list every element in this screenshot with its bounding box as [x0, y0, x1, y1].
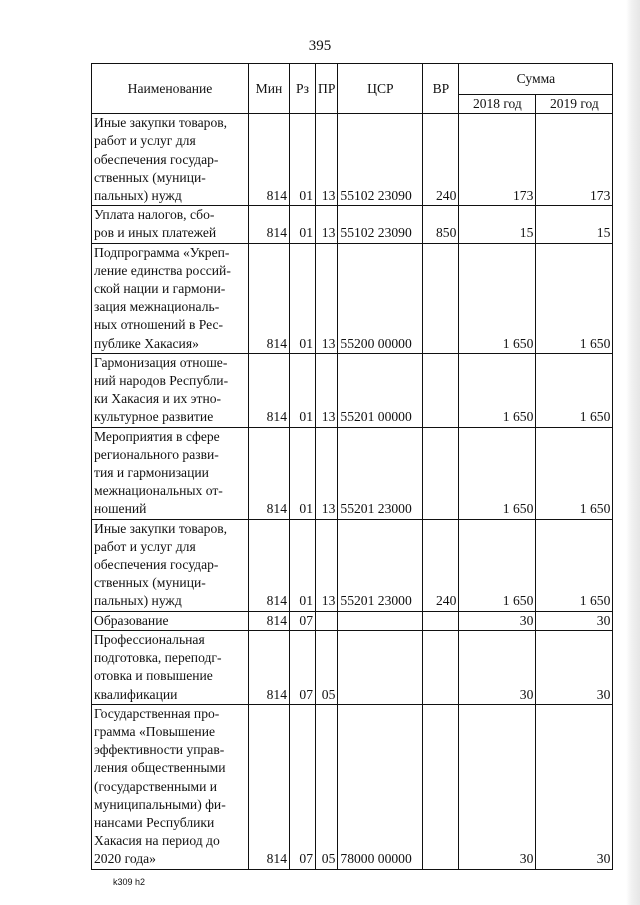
row-rz: 07 — [290, 704, 316, 869]
footer-code: k309 h2 — [113, 877, 146, 887]
row-sum-2018: 1 650 — [459, 353, 536, 427]
row-name — [92, 427, 249, 519]
row-name-line: ление единства россий- — [94, 262, 231, 278]
col-header-vr: ВР — [423, 64, 459, 114]
budget-table — [91, 63, 613, 870]
row-min: 814 — [249, 243, 290, 353]
row-csr: 55201 23000 — [338, 427, 423, 519]
row-sum-2019: 1 650 — [536, 427, 613, 519]
page-number: 395 — [308, 38, 332, 54]
row-name-line: ний народов Республи- — [94, 373, 229, 389]
row-name-line: Уплата налогов, сбо- — [94, 207, 215, 223]
table-row — [92, 611, 613, 630]
table-row — [92, 353, 613, 427]
row-pr: 13 — [316, 427, 338, 519]
row-vr: 850 — [423, 206, 459, 243]
col-header-pr: ПР — [316, 64, 338, 114]
row-pr: 13 — [316, 353, 338, 427]
row-name-line: публике Хакасия» — [94, 335, 199, 351]
table-body — [92, 114, 613, 869]
table-row — [92, 427, 613, 519]
row-vr — [423, 704, 459, 869]
row-sum-2019: 30 — [536, 630, 613, 704]
row-csr: 55102 23090 — [338, 114, 423, 206]
row-vr — [423, 611, 459, 630]
row-sum-2018: 30 — [459, 611, 536, 630]
row-sum-2019: 30 — [536, 704, 613, 869]
row-name-line: Профессиональная — [94, 631, 205, 647]
row-vr — [423, 353, 459, 427]
row-rz: 01 — [290, 206, 316, 243]
row-name-line: ров и иных платежей — [94, 225, 217, 241]
row-name — [92, 243, 249, 353]
row-sum-2019: 173 — [536, 114, 613, 206]
row-pr: 13 — [316, 243, 338, 353]
row-csr: 55102 23090 — [338, 206, 423, 243]
row-name-line: пальных) нужд — [94, 188, 182, 204]
row-vr — [423, 630, 459, 704]
col-header-min: Мин — [249, 64, 290, 114]
row-name-line: Государственная про- — [94, 705, 220, 721]
row-min: 814 — [249, 114, 290, 206]
row-name-line: работ и услуг для — [94, 538, 196, 554]
row-sum-2018: 30 — [459, 704, 536, 869]
row-name-line: зация межнациональ- — [94, 299, 220, 315]
row-name-line: 2020 года» — [94, 851, 156, 867]
table-row — [92, 519, 613, 611]
row-rz: 01 — [290, 519, 316, 611]
row-sum-2018: 1 650 — [459, 427, 536, 519]
row-name-line: Иные закупки товаров, — [94, 115, 228, 131]
row-sum-2019: 30 — [536, 611, 613, 630]
col-header-name: Наименование — [92, 64, 249, 114]
row-rz: 01 — [290, 353, 316, 427]
row-name-line: грамма «Повышение — [94, 723, 215, 739]
row-min: 814 — [249, 630, 290, 704]
row-name-line: регионального разви- — [94, 446, 219, 462]
row-sum-2018: 15 — [459, 206, 536, 243]
row-name-line: Образование — [94, 612, 169, 628]
row-vr: 240 — [423, 114, 459, 206]
scan-edge-shadow — [626, 0, 640, 905]
row-pr — [316, 611, 338, 630]
row-rz: 01 — [290, 243, 316, 353]
row-name-line: ки Хакасия и их этно- — [94, 391, 222, 407]
row-min: 814 — [249, 353, 290, 427]
row-sum-2019: 15 — [536, 206, 613, 243]
row-name-line: квалификации — [94, 686, 178, 702]
row-name-line: нансами Республики — [94, 814, 215, 830]
row-name-line: Подпрограмма «Укреп- — [94, 244, 230, 260]
row-name-line: ношений — [94, 501, 147, 517]
row-sum-2018: 30 — [459, 630, 536, 704]
row-pr: 05 — [316, 704, 338, 869]
row-rz: 01 — [290, 114, 316, 206]
row-name-line: отовка и повышение — [94, 668, 213, 684]
row-name-line: ственных (муници- — [94, 575, 206, 591]
row-name — [92, 519, 249, 611]
row-name — [92, 704, 249, 869]
row-name-line: обеспечения государ- — [94, 557, 219, 573]
row-csr: 55201 23000 — [338, 519, 423, 611]
row-pr: 13 — [316, 206, 338, 243]
row-min: 814 — [249, 611, 290, 630]
row-rz: 07 — [290, 630, 316, 704]
row-csr — [338, 630, 423, 704]
row-sum-2018: 1 650 — [459, 519, 536, 611]
row-name — [92, 353, 249, 427]
row-vr — [423, 243, 459, 353]
row-csr: 55201 00000 — [338, 353, 423, 427]
table-row — [92, 630, 613, 704]
row-pr: 05 — [316, 630, 338, 704]
row-sum-2019: 1 650 — [536, 519, 613, 611]
row-name — [92, 206, 249, 243]
row-min: 814 — [249, 519, 290, 611]
row-vr: 240 — [423, 519, 459, 611]
row-min: 814 — [249, 427, 290, 519]
row-name-line: ления общественными — [94, 760, 226, 776]
col-header-2018: 2018 год — [459, 95, 536, 114]
row-name-line: ных отношений в Рес- — [94, 317, 224, 333]
row-name — [92, 611, 249, 630]
table-row — [92, 704, 613, 869]
row-name-line: муниципальными) фи- — [94, 796, 226, 812]
row-pr: 13 — [316, 114, 338, 206]
row-sum-2019: 1 650 — [536, 243, 613, 353]
row-name-line: работ и услуг для — [94, 133, 196, 149]
row-name-line: тия и гармонизации — [94, 465, 209, 481]
row-sum-2019: 1 650 — [536, 353, 613, 427]
row-min: 814 — [249, 206, 290, 243]
row-sum-2018: 1 650 — [459, 243, 536, 353]
row-name-line: обеспечения государ- — [94, 151, 219, 167]
col-header-2019: 2019 год — [536, 95, 613, 114]
row-name-line: ственных (муници- — [94, 169, 206, 185]
table-row — [92, 206, 613, 243]
table-row — [92, 114, 613, 206]
row-min: 814 — [249, 704, 290, 869]
row-name-line: Иные закупки товаров, — [94, 520, 228, 536]
col-header-csr: ЦСР — [338, 64, 423, 114]
row-name-line: эффективности управ- — [94, 742, 225, 758]
row-name-line: ской нации и гармони- — [94, 281, 226, 297]
row-csr: 78000 00000 — [338, 704, 423, 869]
row-name-line: Мероприятия в сфере — [94, 428, 220, 444]
header-row — [92, 64, 613, 95]
row-pr: 13 — [316, 519, 338, 611]
row-name-line: межнациональных от- — [94, 483, 223, 499]
row-rz: 07 — [290, 611, 316, 630]
row-name-line: Хакасия на период до — [94, 833, 220, 849]
row-name — [92, 114, 249, 206]
col-header-rz: Рз — [290, 64, 316, 114]
row-name — [92, 630, 249, 704]
table-row — [92, 243, 613, 353]
row-csr: 55200 00000 — [338, 243, 423, 353]
row-name-line: (государственными и — [94, 778, 218, 794]
row-sum-2018: 173 — [459, 114, 536, 206]
row-name-line: культурное развитие — [94, 409, 214, 425]
row-name-line: пальных) нужд — [94, 593, 182, 609]
row-rz: 01 — [290, 427, 316, 519]
row-name-line: подготовка, переподг- — [94, 650, 222, 666]
row-csr — [338, 611, 423, 630]
row-name-line: Гармонизация отноше- — [94, 354, 228, 370]
row-vr — [423, 427, 459, 519]
col-header-sum: Сумма — [459, 64, 613, 95]
